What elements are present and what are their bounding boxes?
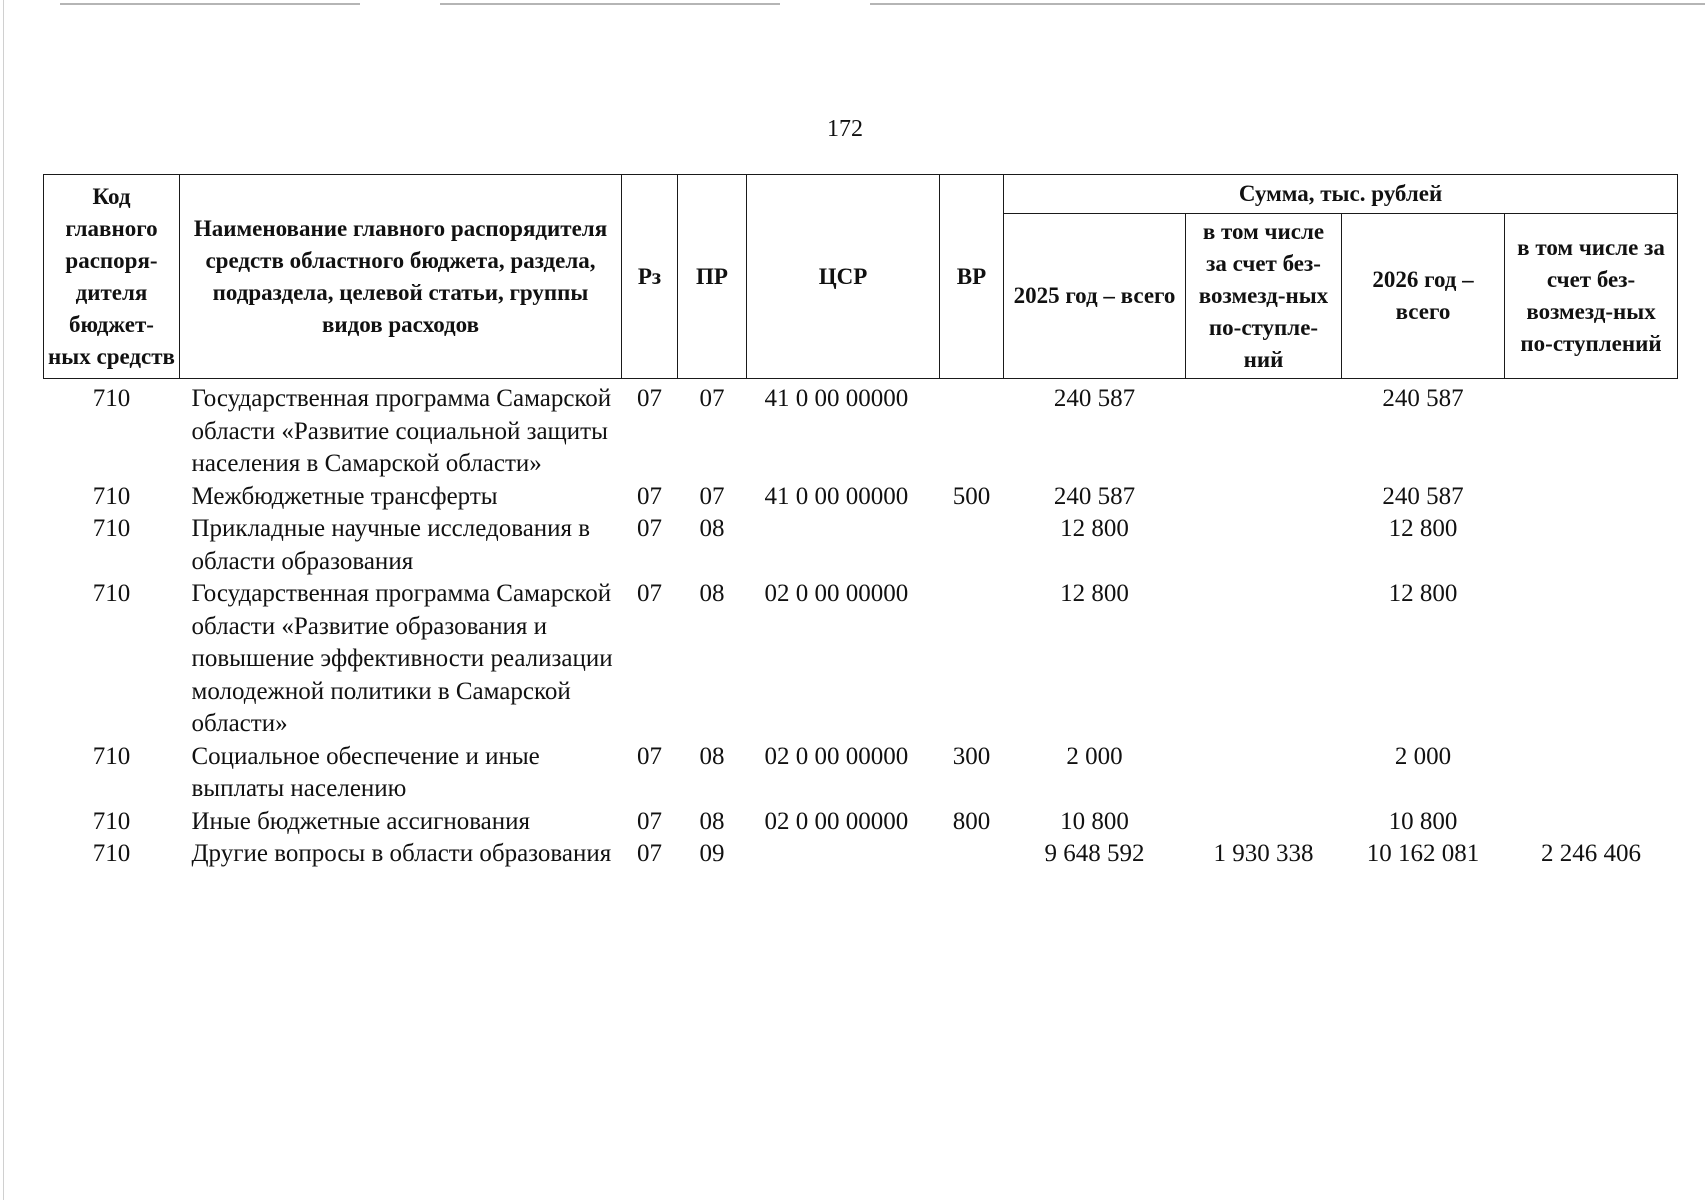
cell-code: 710 <box>92 840 131 867</box>
header-rz: Рз <box>622 175 678 379</box>
cell-rz: 07 <box>637 807 662 835</box>
cell-vr <box>940 578 1004 741</box>
scan-artifact <box>870 3 1705 5</box>
budget-table <box>43 174 1678 871</box>
cell-2026-free: 2 246 406 <box>1541 840 1642 867</box>
header-sum: Сумма, тыс. рублей <box>1004 175 1678 214</box>
cell-2025-free <box>1186 741 1342 806</box>
cell-vr <box>940 838 1004 871</box>
scan-artifact <box>440 3 780 5</box>
cell-pr: 08 <box>699 807 725 835</box>
cell-2026-total: 10 162 081 <box>1366 840 1480 867</box>
cell-pr: 09 <box>699 840 725 867</box>
cell-rz: 07 <box>637 580 662 607</box>
header-code: Код главного распоря-дителя бюджет-ных средств <box>44 175 180 379</box>
header-2025-free: в том числе за счет без-возмезд-ных по-ступле-ний <box>1186 214 1342 379</box>
cell-2026-free <box>1505 513 1678 578</box>
cell-2026-free <box>1505 481 1678 514</box>
cell-2026-total: 12 800 <box>1388 580 1458 607</box>
cell-2025-free <box>1186 481 1342 514</box>
cell-code: 710 <box>92 807 131 835</box>
cell-name: Иные бюджетные ассигнования <box>191 807 531 835</box>
cell-name: Другие вопросы в области образования <box>191 840 612 867</box>
cell-2025-total: 9 648 592 <box>1044 840 1145 867</box>
cell-pr: 08 <box>699 515 725 542</box>
cell-name: Государственная программа Самарской области «Развитие социальной защиты населения в Самарской области» <box>191 385 612 477</box>
table-row <box>44 838 1678 871</box>
cell-2025-total: 12 800 <box>1060 515 1129 542</box>
table-row <box>44 513 1678 578</box>
header-vr: ВР <box>940 175 1004 379</box>
cell-2026-free <box>1505 379 1678 481</box>
cell-vr: 300 <box>952 742 991 770</box>
cell-pr: 07 <box>699 482 725 510</box>
cell-csr: 02 0 00 00000 <box>764 807 909 835</box>
cell-2025-total: 10 800 <box>1060 807 1129 835</box>
cell-pr: 08 <box>699 580 725 607</box>
cell-code: 710 <box>92 580 131 607</box>
cell-rz: 07 <box>637 515 662 542</box>
cell-2026-total: 10 800 <box>1388 807 1458 835</box>
table-row <box>44 578 1678 741</box>
cell-vr: 500 <box>952 482 991 510</box>
table-row <box>44 741 1678 806</box>
cell-2026-total: 2 000 <box>1394 742 1452 770</box>
cell-code: 710 <box>92 515 131 542</box>
cell-2025-total: 12 800 <box>1060 580 1129 607</box>
table-row <box>44 806 1678 839</box>
cell-csr <box>747 838 940 871</box>
cell-rz: 07 <box>637 840 662 867</box>
cell-name: Социальное обеспечение и иные выплаты населению <box>191 742 540 802</box>
table-row <box>44 481 1678 514</box>
cell-csr: 41 0 00 00000 <box>764 385 909 412</box>
table-body <box>44 379 1678 871</box>
header-2025-total: 2025 год – всего <box>1004 214 1186 379</box>
table-header <box>44 175 1678 379</box>
table-row <box>44 379 1678 481</box>
cell-name: Прикладные научные исследования в области образования <box>191 515 591 575</box>
scan-artifact <box>60 3 360 5</box>
cell-2026-total: 240 587 <box>1382 482 1464 510</box>
cell-vr <box>940 379 1004 481</box>
cell-vr <box>940 513 1004 578</box>
cell-2026-free <box>1505 578 1678 741</box>
cell-2025-free <box>1186 513 1342 578</box>
cell-pr: 07 <box>699 385 725 412</box>
cell-csr <box>747 513 940 578</box>
cell-2025-free: 1 930 338 <box>1213 840 1314 867</box>
cell-2025-total: 2 000 <box>1066 742 1123 770</box>
cell-2026-total: 12 800 <box>1388 515 1458 542</box>
cell-2025-total: 240 587 <box>1053 482 1136 510</box>
cell-rz: 07 <box>637 742 662 770</box>
cell-pr: 08 <box>699 742 725 770</box>
cell-rz: 07 <box>637 482 662 510</box>
cell-csr: 02 0 00 00000 <box>764 742 909 770</box>
cell-rz: 07 <box>637 385 662 412</box>
header-name: Наименование главного распорядителя средств областного бюджета, раздела, подраздела, целевой статьи, группы видов расходов <box>180 175 622 379</box>
cell-name: Государственная программа Самарской области «Развитие образования и повышение эффективности реализации молодежной политики в Самарской области» <box>191 580 613 737</box>
header-2026-total: 2026 год – всего <box>1342 214 1505 379</box>
cell-csr: 41 0 00 00000 <box>764 482 909 510</box>
page-number: 172 <box>827 116 863 142</box>
scan-margin-line <box>3 0 4 1200</box>
cell-name: Межбюджетные трансферты <box>191 482 498 510</box>
cell-code: 710 <box>92 385 131 412</box>
cell-2026-free <box>1505 741 1678 806</box>
cell-code: 710 <box>92 482 131 510</box>
cell-2026-total: 240 587 <box>1382 385 1464 412</box>
header-csr: ЦСР <box>747 175 940 379</box>
cell-2025-free <box>1186 578 1342 741</box>
cell-csr: 02 0 00 00000 <box>764 580 909 607</box>
cell-code: 710 <box>92 742 131 770</box>
cell-2025-free <box>1186 806 1342 839</box>
cell-2025-total: 240 587 <box>1053 385 1136 412</box>
header-pr: ПР <box>678 175 747 379</box>
cell-2025-free <box>1186 379 1342 481</box>
cell-2026-free <box>1505 806 1678 839</box>
cell-vr: 800 <box>952 807 991 835</box>
header-2026-free: в том числе за счет без-возмезд-ных по-ступлений <box>1505 214 1678 379</box>
